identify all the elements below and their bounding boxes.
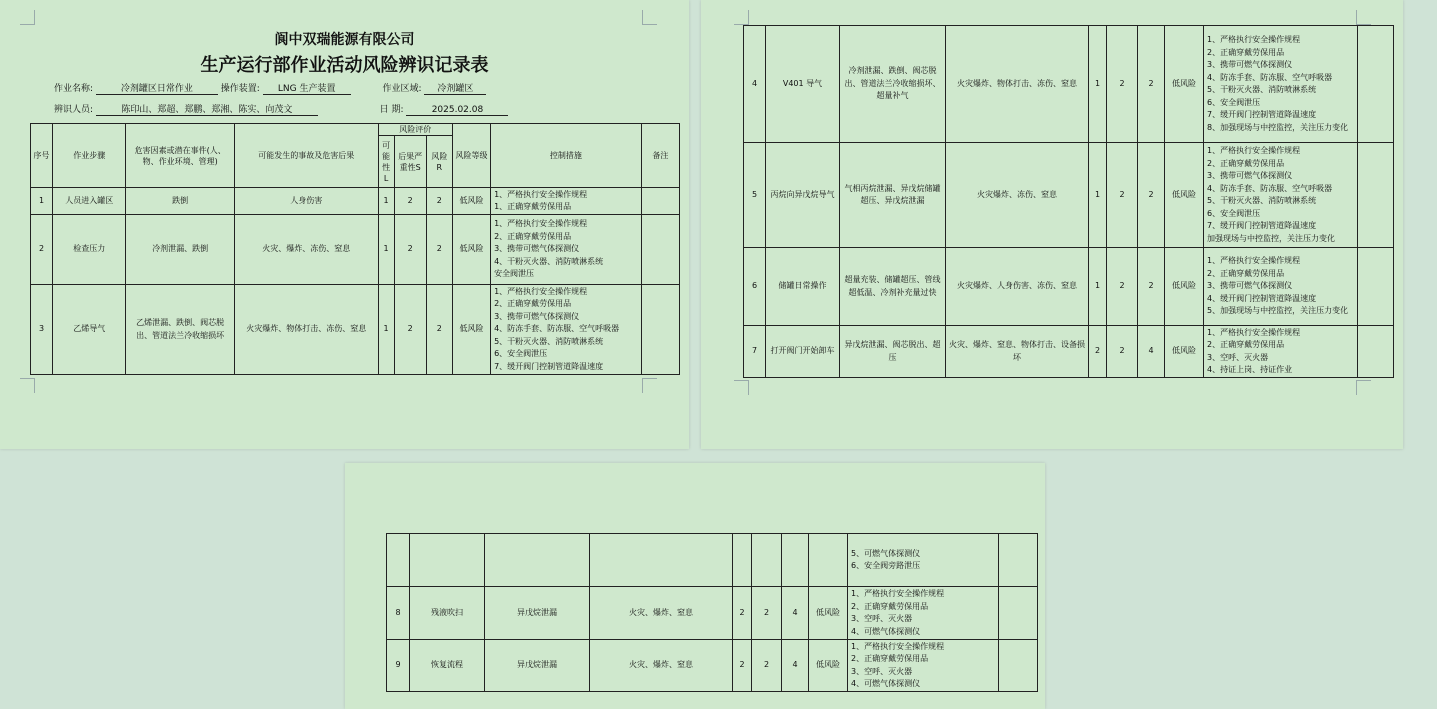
row-step: 打开阀门开始卸车 xyxy=(766,326,840,378)
row-step: V401 导气 xyxy=(766,26,840,143)
page-corner-mark xyxy=(20,378,35,393)
measure-item: 7、缓开阀门控制管道降温速度 xyxy=(1207,221,1317,230)
row-measures xyxy=(1204,248,1358,326)
measure-item: 3、空呼、灭火器 xyxy=(851,614,913,623)
row-S xyxy=(752,534,782,587)
page-corner-mark xyxy=(20,10,35,25)
row-hazard: 异戊烷泄漏 xyxy=(485,640,590,692)
row-hazard xyxy=(485,534,590,587)
measure-item: 4、防冻手套、防冻服、空气呼吸器 xyxy=(494,324,620,334)
measure-item: 4、缓开阀门控制管道降温速度 xyxy=(1207,293,1317,303)
row-step: 储罐日常操作 xyxy=(766,248,840,326)
measure-item: 3、空呼、灭火器 xyxy=(1207,352,1269,362)
document-page-2 xyxy=(701,0,1403,449)
row-hazard: 异戊烷泄漏 xyxy=(485,587,590,640)
row-hazard: 异戊烷泄漏、阀芯脱出、超压 xyxy=(840,326,946,378)
table-row xyxy=(31,215,680,285)
measure-item: 6、安全阀泄压 xyxy=(1207,208,1261,218)
row-R: 4 xyxy=(1138,326,1165,378)
row-L: 2 xyxy=(733,587,752,640)
row-level: 低风险 xyxy=(809,587,848,640)
row-L: 1 xyxy=(378,188,394,215)
row-hazard: 乙烯泄漏、跌倒、阀芯脱出、管道法兰冷收缩损坏 xyxy=(126,285,234,375)
date-value: 2025.02.08 xyxy=(406,105,508,116)
row-hazard: 超量充装、储罐超压、管线超低温、冷剂补充量过快 xyxy=(840,248,946,326)
row-accident xyxy=(590,534,733,587)
row-accident: 火灾爆炸、人身伤害、冻伤、窒息 xyxy=(946,248,1089,326)
row-measures xyxy=(848,587,999,640)
measure-item: 3、携带可燃气体探测仪 xyxy=(1207,281,1293,291)
row-remark xyxy=(641,215,679,285)
row-step: 丙烷向异戊烷导气 xyxy=(766,143,840,248)
table-row xyxy=(31,285,680,375)
row-R: 2 xyxy=(426,188,452,215)
row-level: 低风险 xyxy=(1165,143,1204,248)
row-level: 低风险 xyxy=(452,188,490,215)
measure-item: 3、携带可燃气体探测仪 xyxy=(494,311,580,321)
measure-item: 7、缓开阀门控制管道降温速度 xyxy=(494,361,604,371)
row-remark xyxy=(1358,26,1394,143)
row-R: 2 xyxy=(1138,248,1165,326)
row-R: 2 xyxy=(1138,143,1165,248)
meta-line-2 xyxy=(54,102,508,116)
row-seq: 9 xyxy=(387,640,410,692)
area-label: 作业区域: xyxy=(382,84,422,94)
measure-item: 安全阀泄压 xyxy=(494,269,535,279)
job-name-label: 作业名称: xyxy=(54,84,94,94)
measure-item: 1、严格执行安全操作规程 xyxy=(1207,327,1301,337)
page-corner-mark xyxy=(734,380,749,395)
row-measures xyxy=(1204,326,1358,378)
row-R: 2 xyxy=(426,215,452,285)
page-corner-mark xyxy=(734,10,749,25)
row-S: 2 xyxy=(394,188,426,215)
device-label: 操作装置: xyxy=(220,84,260,94)
document-page-3 xyxy=(345,463,1045,709)
row-R: 2 xyxy=(1138,26,1165,143)
row-seq: 7 xyxy=(744,326,766,378)
row-level: 低风险 xyxy=(452,285,490,375)
row-accident: 火灾、爆炸、窒息 xyxy=(590,640,733,692)
measure-item: 3、携带可燃气体探测仪 xyxy=(494,244,580,254)
table-row xyxy=(387,534,1038,587)
row-measures xyxy=(1204,26,1358,143)
row-accident: 火灾、爆炸、冻伤、窒息 xyxy=(234,215,378,285)
row-seq xyxy=(387,534,410,587)
row-seq: 3 xyxy=(31,285,53,375)
row-accident: 人身伤害 xyxy=(234,188,378,215)
row-S: 2 xyxy=(394,215,426,285)
form-title: 生产运行部作业活动风险辨识记录表 xyxy=(200,55,489,76)
row-remark xyxy=(1358,326,1394,378)
row-L: 1 xyxy=(1089,26,1107,143)
measure-item: 1、严格执行安全操作规程 xyxy=(851,641,945,651)
measure-item: 1、严格执行安全操作规程 xyxy=(494,189,588,199)
row-S: 2 xyxy=(752,640,782,692)
row-remark xyxy=(1358,248,1394,326)
row-L: 1 xyxy=(1089,143,1107,248)
row-hazard: 气相丙烷泄漏、异戊烷储罐超压、异戊烷泄漏 xyxy=(840,143,946,248)
measure-item: 1、严格执行安全操作规程 xyxy=(1207,146,1301,155)
risk-table-page-1 xyxy=(30,123,680,375)
header-S: 后果严重性S xyxy=(394,136,426,188)
row-accident: 火灾爆炸、物体打击、冻伤、窒息 xyxy=(234,285,378,375)
table-row xyxy=(744,326,1394,378)
measure-item: 6、安全阀泄压 xyxy=(494,349,548,359)
row-step: 人员进入罐区 xyxy=(53,188,126,215)
measure-item: 1、正确穿戴劳保用品 xyxy=(494,202,572,211)
measure-item: 7、缓开阀门控制管道降温速度 xyxy=(1207,110,1317,119)
row-S: 2 xyxy=(752,587,782,640)
row-hazard: 跌倒 xyxy=(126,188,234,215)
row-accident: 火灾、爆炸、窒息 xyxy=(590,587,733,640)
row-measures xyxy=(491,215,642,285)
header-measures: 控制措施 xyxy=(491,124,642,188)
row-level: 低风险 xyxy=(1165,26,1204,143)
date-label: 日 期: xyxy=(379,105,404,115)
people-value: 陈印山、郑超、郑鹏、郑湘、陈实、向茂文 xyxy=(96,102,318,116)
row-S: 2 xyxy=(1107,248,1138,326)
measure-item: 2、正确穿戴劳保用品 xyxy=(1207,158,1285,168)
measure-item: 2、正确穿戴劳保用品 xyxy=(494,299,572,309)
row-step: 残液吹扫 xyxy=(410,587,485,640)
measure-item: 4、持证上岗、持证作业 xyxy=(1207,365,1293,374)
measure-item: 2、正确穿戴劳保用品 xyxy=(851,654,929,663)
row-accident: 火灾、爆炸、窒息、物体打击、设备损坏 xyxy=(946,326,1089,378)
row-L: 1 xyxy=(1089,248,1107,326)
table-row xyxy=(387,587,1038,640)
row-L: 1 xyxy=(378,285,394,375)
measure-item: 2、正确穿戴劳保用品 xyxy=(1207,47,1285,57)
people-label: 辨识人员: xyxy=(54,105,94,115)
row-R: 2 xyxy=(426,285,452,375)
measure-item: 4、防冻手套、防冻服、空气呼吸器 xyxy=(1207,72,1333,82)
row-seq: 6 xyxy=(744,248,766,326)
measure-item: 4、防冻手套、防冻服、空气呼吸器 xyxy=(1207,183,1333,193)
risk-table-page-3 xyxy=(386,533,1038,692)
row-step: 检查压力 xyxy=(53,215,126,285)
header-remark: 备注 xyxy=(641,124,679,188)
page-corner-mark xyxy=(642,10,657,25)
header-row xyxy=(31,124,680,136)
row-level: 低风险 xyxy=(809,640,848,692)
row-S: 2 xyxy=(1107,26,1138,143)
risk-table-page-2 xyxy=(743,25,1394,378)
header-R: 风险R xyxy=(426,136,452,188)
measure-item: 3、携带可燃气体探测仪 xyxy=(1207,60,1293,69)
row-accident: 火灾爆炸、物体打击、冻伤、窒息 xyxy=(946,26,1089,143)
header-accident: 可能发生的事故及危害后果 xyxy=(234,124,378,188)
measure-item: 5、加强现场与中控监控，关注压力变化 xyxy=(1207,306,1349,316)
measure-item: 1、严格执行安全操作规程 xyxy=(494,286,588,296)
row-R: 4 xyxy=(782,640,809,692)
header-seq: 序号 xyxy=(31,124,53,188)
row-L: 1 xyxy=(378,215,394,285)
measure-item: 5、可燃气体探测仪 xyxy=(851,548,921,558)
page-corner-mark xyxy=(1356,10,1371,25)
company-name: 阆中双瑞能源有限公司 xyxy=(274,32,415,48)
measure-item: 1、严格执行安全操作规程 xyxy=(494,219,588,229)
row-S: 2 xyxy=(1107,326,1138,378)
header-risk-eval: 风险评价 xyxy=(378,124,452,136)
row-seq: 5 xyxy=(744,143,766,248)
row-L: 2 xyxy=(733,640,752,692)
row-L: 2 xyxy=(1089,326,1107,378)
measure-item: 5、干粉灭火器、消防喷淋系统 xyxy=(494,336,604,346)
measure-item: 2、正确穿戴劳保用品 xyxy=(1207,340,1285,349)
row-hazard: 冷剂泄漏、跌倒、阀芯脱出、管道法兰冷收缩损坏、超量补气 xyxy=(840,26,946,143)
header-level: 风险等级 xyxy=(452,124,490,188)
measure-item: 1、严格执行安全操作规程 xyxy=(1207,256,1301,266)
header-step: 作业步骤 xyxy=(53,124,126,188)
row-remark xyxy=(641,188,679,215)
row-step: 乙烯导气 xyxy=(53,285,126,375)
row-seq: 1 xyxy=(31,188,53,215)
measure-item: 4、可燃气体探测仪 xyxy=(851,679,921,688)
measure-item: 2、正确穿戴劳保用品 xyxy=(1207,268,1285,278)
row-step: 恢复流程 xyxy=(410,640,485,692)
area-value: 冷剂罐区 xyxy=(424,81,486,95)
row-measures xyxy=(491,285,642,375)
row-step xyxy=(410,534,485,587)
row-R: 4 xyxy=(782,587,809,640)
measure-item: 5、干粉灭火器、消防喷淋系统 xyxy=(1207,196,1317,205)
job-name-value: 冷剂罐区日常作业 xyxy=(96,81,218,95)
row-remark xyxy=(1358,143,1394,248)
row-measures xyxy=(1204,143,1358,248)
row-measures xyxy=(848,640,999,692)
row-level: 低风险 xyxy=(1165,326,1204,378)
table-row xyxy=(744,248,1394,326)
row-seq: 4 xyxy=(744,26,766,143)
table-row xyxy=(744,26,1394,143)
measure-item: 4、可燃气体探测仪 xyxy=(851,626,921,636)
row-L xyxy=(733,534,752,587)
row-level: 低风险 xyxy=(1165,248,1204,326)
measure-item: 加强现场与中控监控，关注压力变化 xyxy=(1207,233,1335,243)
row-remark xyxy=(999,587,1038,640)
measure-item: 2、正确穿戴劳保用品 xyxy=(494,231,572,241)
table-row xyxy=(387,640,1038,692)
measure-item: 8、加强现场与中控监控，关注压力变化 xyxy=(1207,122,1349,132)
measure-item: 2、正确穿戴劳保用品 xyxy=(851,601,929,611)
row-hazard: 冷剂泄漏、跌倒 xyxy=(126,215,234,285)
header-hazard: 危害因素或潜在事件(人、物、作业环境、管理) xyxy=(126,124,234,188)
row-measures xyxy=(848,534,999,587)
page-corner-mark xyxy=(642,378,657,393)
row-remark xyxy=(999,534,1038,587)
row-level: 低风险 xyxy=(452,215,490,285)
measure-item: 1、严格执行安全操作规程 xyxy=(851,589,945,598)
measure-item: 6、安全阀旁路泄压 xyxy=(851,561,921,570)
device-value: LNG 生产装置 xyxy=(263,81,351,95)
table-row xyxy=(744,143,1394,248)
row-remark xyxy=(999,640,1038,692)
meta-line-1 xyxy=(54,81,486,95)
measure-item: 1、严格执行安全操作规程 xyxy=(1207,35,1301,44)
measure-item: 3、空呼、灭火器 xyxy=(851,666,913,676)
measure-item: 5、干粉灭火器、消防喷淋系统 xyxy=(1207,85,1317,94)
row-S: 2 xyxy=(394,285,426,375)
row-R xyxy=(782,534,809,587)
row-S: 2 xyxy=(1107,143,1138,248)
row-measures xyxy=(491,188,642,215)
measure-item: 4、干粉灭火器、消防喷淋系统 xyxy=(494,256,604,266)
row-seq: 2 xyxy=(31,215,53,285)
row-remark xyxy=(641,285,679,375)
measure-item: 3、携带可燃气体探测仪 xyxy=(1207,171,1293,180)
measure-item: 6、安全阀泄压 xyxy=(1207,97,1261,107)
table-row xyxy=(31,188,680,215)
page-corner-mark xyxy=(1356,380,1371,395)
row-level xyxy=(809,534,848,587)
row-accident: 火灾爆炸、冻伤、窒息 xyxy=(946,143,1089,248)
header-L: 可能性L xyxy=(378,136,394,188)
row-seq: 8 xyxy=(387,587,410,640)
document-page-1 xyxy=(0,0,689,449)
